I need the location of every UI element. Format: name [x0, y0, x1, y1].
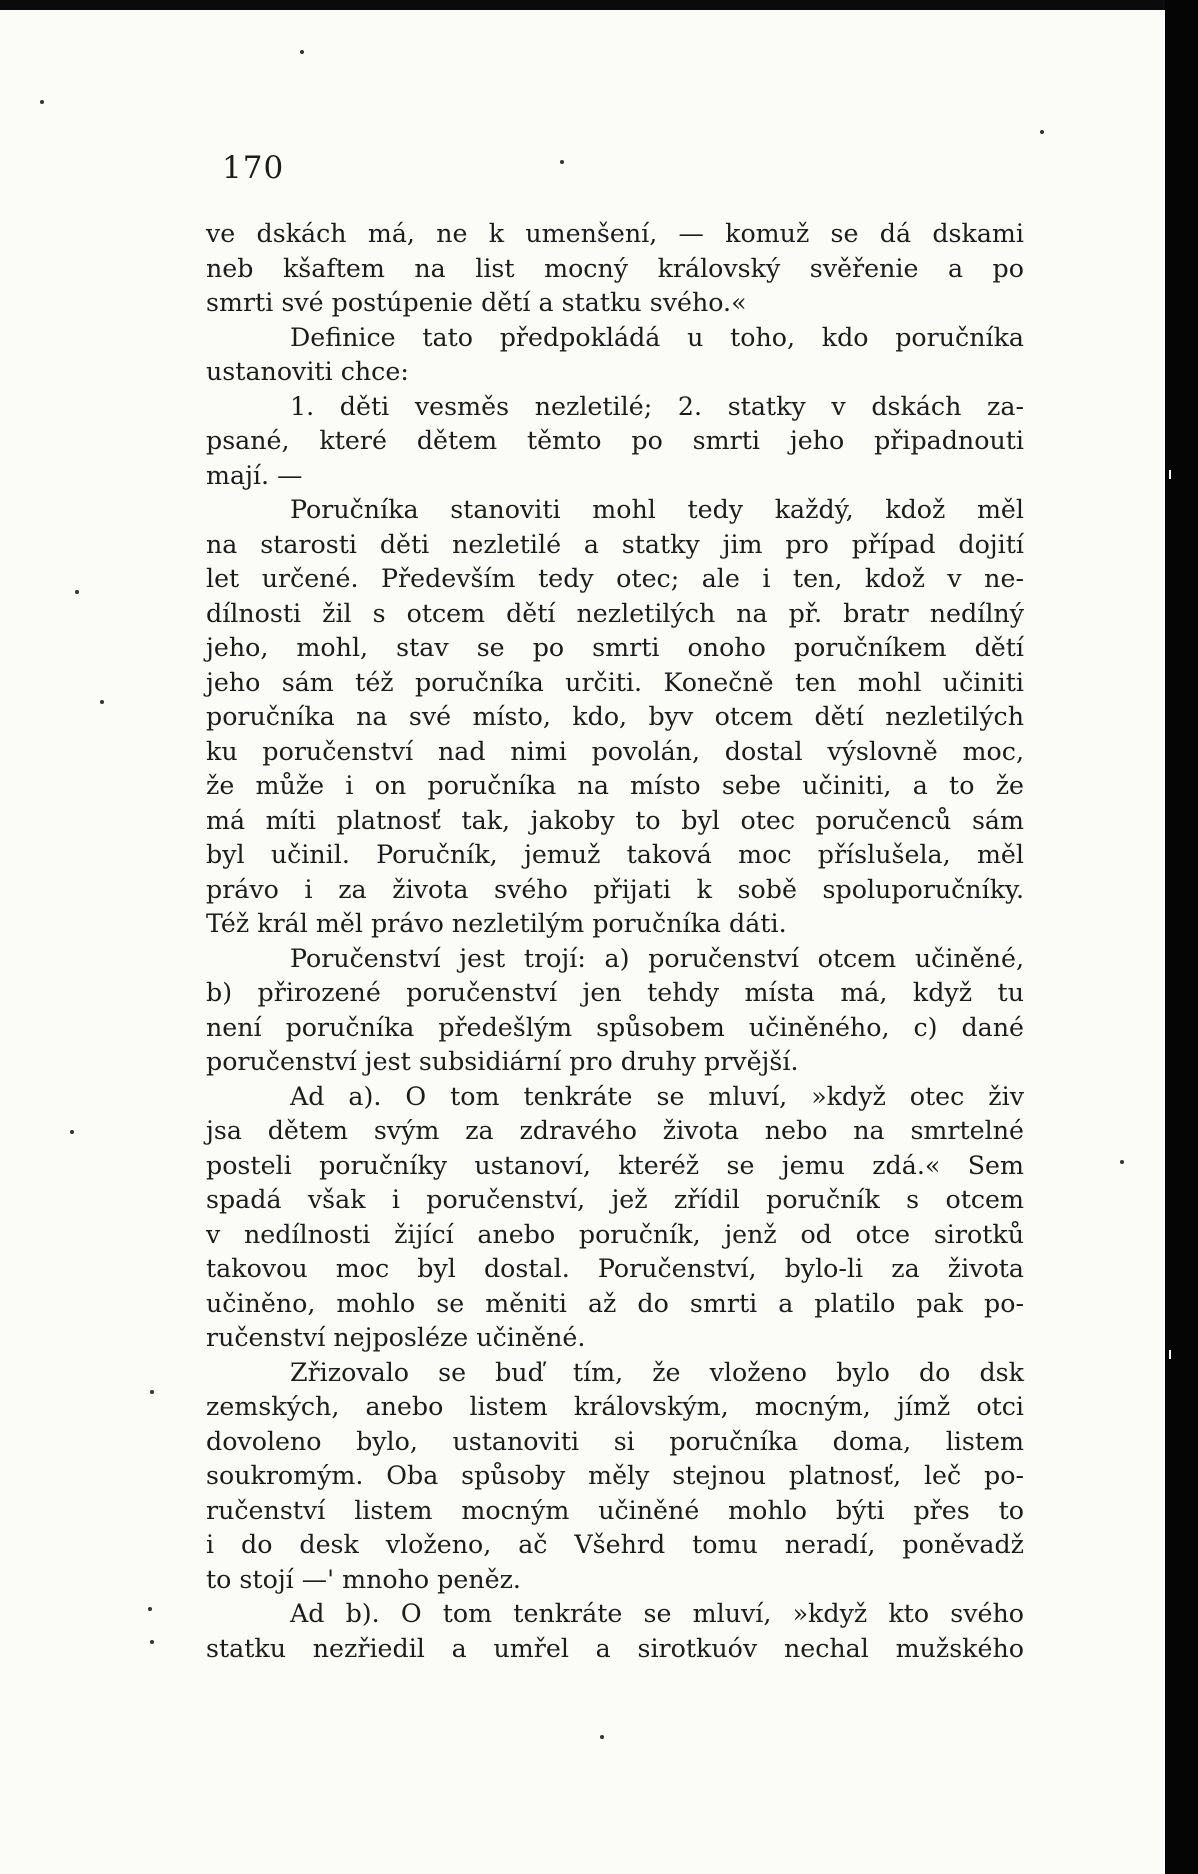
text-line: statku nezřiedil a umřel a sirotkuóv nechal mužského — [206, 1633, 1024, 1663]
book-page — [0, 10, 1165, 1874]
text-line: zemských, anebo listem královským, mocným, jímž otci — [206, 1392, 1024, 1421]
text-line: poručníka na své místo, kdo, byv otcem dětí nezletilých — [206, 702, 1024, 731]
scan-edge-mark — [1169, 1350, 1185, 1359]
text-line: Zřizovalo se buď tím, že vloženo bylo do dsk — [290, 1357, 1024, 1387]
text-line: poručenství jest subsidiární pro druhy prvější. — [206, 1047, 799, 1076]
scan-speck — [100, 700, 104, 704]
text-line: není poručníka předešlým spůsobem učiněného, c) dané — [206, 1012, 1024, 1042]
text-line: ve dskách má, ne k umenšení, — komuž se dá dskami — [206, 219, 1024, 248]
text-line: ku poručenství nad nimi povolán, dostal výslovně moc, — [206, 736, 1024, 766]
text-line: jsa dětem svým za zdravého života nebo na smrtelné — [206, 1116, 1024, 1145]
text-line: byl učinil. Poručník, jemuž taková moc příslušela, měl — [206, 840, 1024, 869]
scan-edge-mark — [1169, 470, 1185, 479]
text-line: dílnosti žil s otcem dětí nezletilých na př. bratr nedílný — [206, 598, 1024, 628]
text-line: učiněno, mohlo se měniti až do smrti a platilo pak po- — [206, 1288, 1024, 1318]
scan-speck — [40, 100, 44, 104]
scan-speck — [560, 160, 564, 164]
text-line: takovou moc byl dostal. Poručenství, bylo-li za života — [206, 1254, 1024, 1283]
text-line: 1. děti vesměs nezletilé; 2. statky v dskách za- — [290, 391, 1024, 421]
text-line: dovoleno bylo, ustanoviti si poručníka doma, listem — [206, 1426, 1024, 1456]
text-line: jeho sám též poručníka určiti. Konečně ten mohl učiniti — [206, 667, 1024, 697]
text-line: ručenství nejposléze učiněné. — [206, 1323, 586, 1352]
scan-speck — [300, 50, 304, 54]
text-line: Poručníka stanoviti mohl tedy každý, kdož měl — [290, 495, 1024, 524]
text-line: posteli poručníky ustanoví, kteréž se jemu zdá.« Sem — [206, 1150, 1024, 1180]
scan-speck — [70, 1130, 74, 1134]
text-line: i do desk vloženo, ač Všehrd tomu neradí, poněvadž — [206, 1530, 1024, 1559]
scan-speck — [150, 1390, 154, 1394]
text-line: Definice tato předpokládá u toho, kdo poručníka — [290, 322, 1024, 352]
page-body-text — [206, 217, 1024, 1666]
text-line: let určené. Především tedy otec; ale i ten, kdož v ne- — [206, 564, 1024, 593]
page-number: 170 — [222, 150, 285, 186]
text-line: psané, které dětem těmto po smrti jeho připadnouti — [206, 426, 1024, 455]
text-line: jeho, mohl, stav se po smrti onoho poručníkem dětí — [206, 633, 1024, 662]
text-line: mají. — — [206, 460, 303, 490]
text-line: Ad a). O tom tenkráte se mluví, »když otec živ — [290, 1081, 1024, 1111]
text-line: v nedílnosti žijící anebo poručník, jenž od otce sirotků — [206, 1219, 1024, 1249]
text-line: Též král měl právo nezletilým poručníka dáti. — [206, 909, 787, 938]
scan-speck — [1040, 130, 1044, 134]
text-line: ustanoviti chce: — [206, 357, 409, 386]
text-line: ručenství listem mocným učiněné mohlo býti přes to — [206, 1495, 1024, 1525]
text-line: to stojí —' mnoho peněz. — [206, 1564, 521, 1594]
text-line: soukromým. Oba spůsoby měly stejnou platnosť, leč po- — [206, 1461, 1024, 1490]
scan-right-border — [1165, 0, 1198, 1874]
text-line: že může i on poručníka na místo sebe učiniti, a to že — [206, 771, 1024, 800]
text-line: spadá však i poručenství, jež zřídil poručník s otcem — [206, 1185, 1024, 1214]
text-line: právo i za života svého přijati k sobě spoluporučníky. — [206, 874, 1024, 904]
text-line: neb kšaftem na list mocný královský svěřenie a po — [206, 253, 1024, 283]
text-line: b) přirozené poručenství jen tehdy místa má, když tu — [206, 978, 1024, 1007]
scan-speck — [148, 1607, 152, 1611]
scan-speck — [1120, 1160, 1124, 1164]
text-line: na starosti děti nezletilé a statky jim pro případ dojití — [206, 529, 1024, 559]
text-line: Ad b). O tom tenkráte se mluví, »když kto svého — [290, 1599, 1024, 1628]
scan-top-border — [0, 0, 1198, 10]
scan-speck — [75, 590, 79, 594]
text-line: Poručenství jest trojí: a) poručenství otcem učiněné, — [290, 943, 1024, 973]
scan-speck — [600, 1735, 604, 1739]
text-line: má míti platnosť tak, jakoby to byl otec poručenců sám — [206, 805, 1024, 835]
text-line: smrti své postúpenie dětí a statku svého.« — [206, 288, 747, 317]
scan-speck — [150, 1640, 154, 1644]
